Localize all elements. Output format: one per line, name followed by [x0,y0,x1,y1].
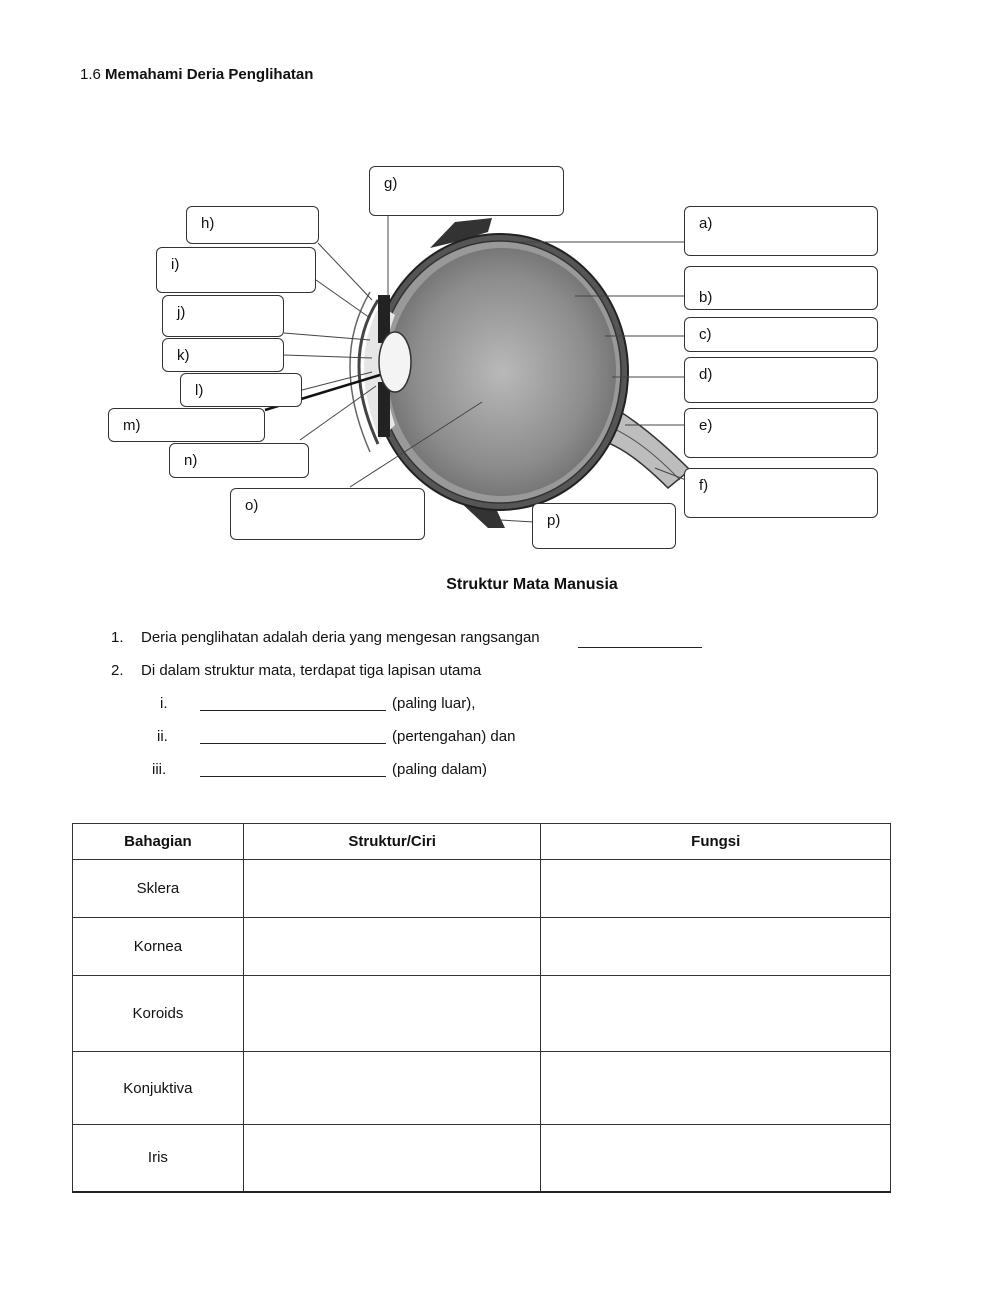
structure-cell[interactable] [243,860,541,918]
answer-blank-1[interactable] [578,647,702,648]
header-struktur: Struktur/Ciri [243,824,541,860]
label-box-e[interactable] [684,408,878,458]
function-cell[interactable] [541,918,891,976]
layer-text: (paling dalam) [392,761,488,778]
row-part-name: Kornea [73,918,244,976]
layer-number: i. [160,695,168,712]
function-cell[interactable] [541,976,891,1052]
header-bahagian: Bahagian [73,824,244,860]
diagram-caption: Struktur Mata Manusia [446,576,618,593]
layer-answer-blank[interactable] [200,776,386,777]
label-box-h[interactable] [186,206,319,244]
header-fungsi: Fungsi [541,824,891,860]
label-d: d) [699,366,713,383]
heading-number: 1.6 [80,66,101,83]
label-e: e) [699,417,713,434]
label-box-g[interactable] [369,166,564,216]
layer-text: (pertengahan) dan [392,728,516,745]
question-text: Di dalam struktur mata, terdapat tiga lapisan utama [141,662,482,679]
row-part-name: Konjuktiva [73,1052,244,1125]
label-m: m) [123,417,141,434]
label-box-m[interactable] [108,408,265,442]
label-box-b[interactable] [684,266,878,310]
label-box-f[interactable] [684,468,878,518]
structure-cell[interactable] [243,1052,541,1125]
question-number: 1. [111,629,124,646]
label-c: c) [699,326,712,343]
label-box-d[interactable] [684,357,878,403]
label-box-l[interactable] [180,373,302,407]
table-row [73,1125,891,1192]
label-box-o[interactable] [230,488,425,540]
function-cell[interactable] [541,1052,891,1125]
label-l: l) [195,382,204,399]
row-part-name: Iris [73,1125,244,1192]
label-n: n) [184,452,198,469]
label-p: p) [547,512,561,529]
label-i: i) [171,256,180,273]
structure-cell[interactable] [243,976,541,1052]
label-a: a) [699,215,713,232]
function-cell[interactable] [541,1125,891,1192]
label-j: j) [177,304,186,321]
vitreous-humour [388,248,616,496]
structure-cell[interactable] [243,918,541,976]
label-box-a[interactable] [684,206,878,256]
label-g: g) [384,175,398,192]
label-b: b) [699,289,713,306]
label-h: h) [201,215,215,232]
label-box-p[interactable] [532,503,676,549]
iris-lower [378,382,390,437]
label-box-n[interactable] [169,443,309,478]
function-cell[interactable] [541,860,891,918]
table-row [73,1052,891,1125]
eye-parts-table [72,823,891,1193]
row-part-name: Koroids [73,976,244,1052]
layer-text: (paling luar), [392,695,476,712]
table-row [73,976,891,1052]
table-row [73,918,891,976]
structure-cell[interactable] [243,1125,541,1192]
layer-number: iii. [152,761,167,778]
table-row [73,860,891,918]
layer-answer-blank[interactable] [200,710,386,711]
question-number: 2. [111,662,124,679]
layer-number: ii. [157,728,168,745]
label-o: o) [245,497,259,514]
table-header-row [73,824,891,860]
layer-answer-blank[interactable] [200,743,386,744]
label-box-i[interactable] [156,247,316,293]
row-part-name: Sklera [73,860,244,918]
heading-title: Memahami Deria Penglihatan [105,66,314,83]
label-box-k[interactable] [162,338,284,372]
label-box-c[interactable] [684,317,878,352]
label-box-j[interactable] [162,295,284,337]
label-k: k) [177,347,190,364]
label-f: f) [699,477,709,494]
question-text: Deria penglihatan adalah deria yang mengesan rangsangan [141,629,540,646]
lens [379,332,411,392]
